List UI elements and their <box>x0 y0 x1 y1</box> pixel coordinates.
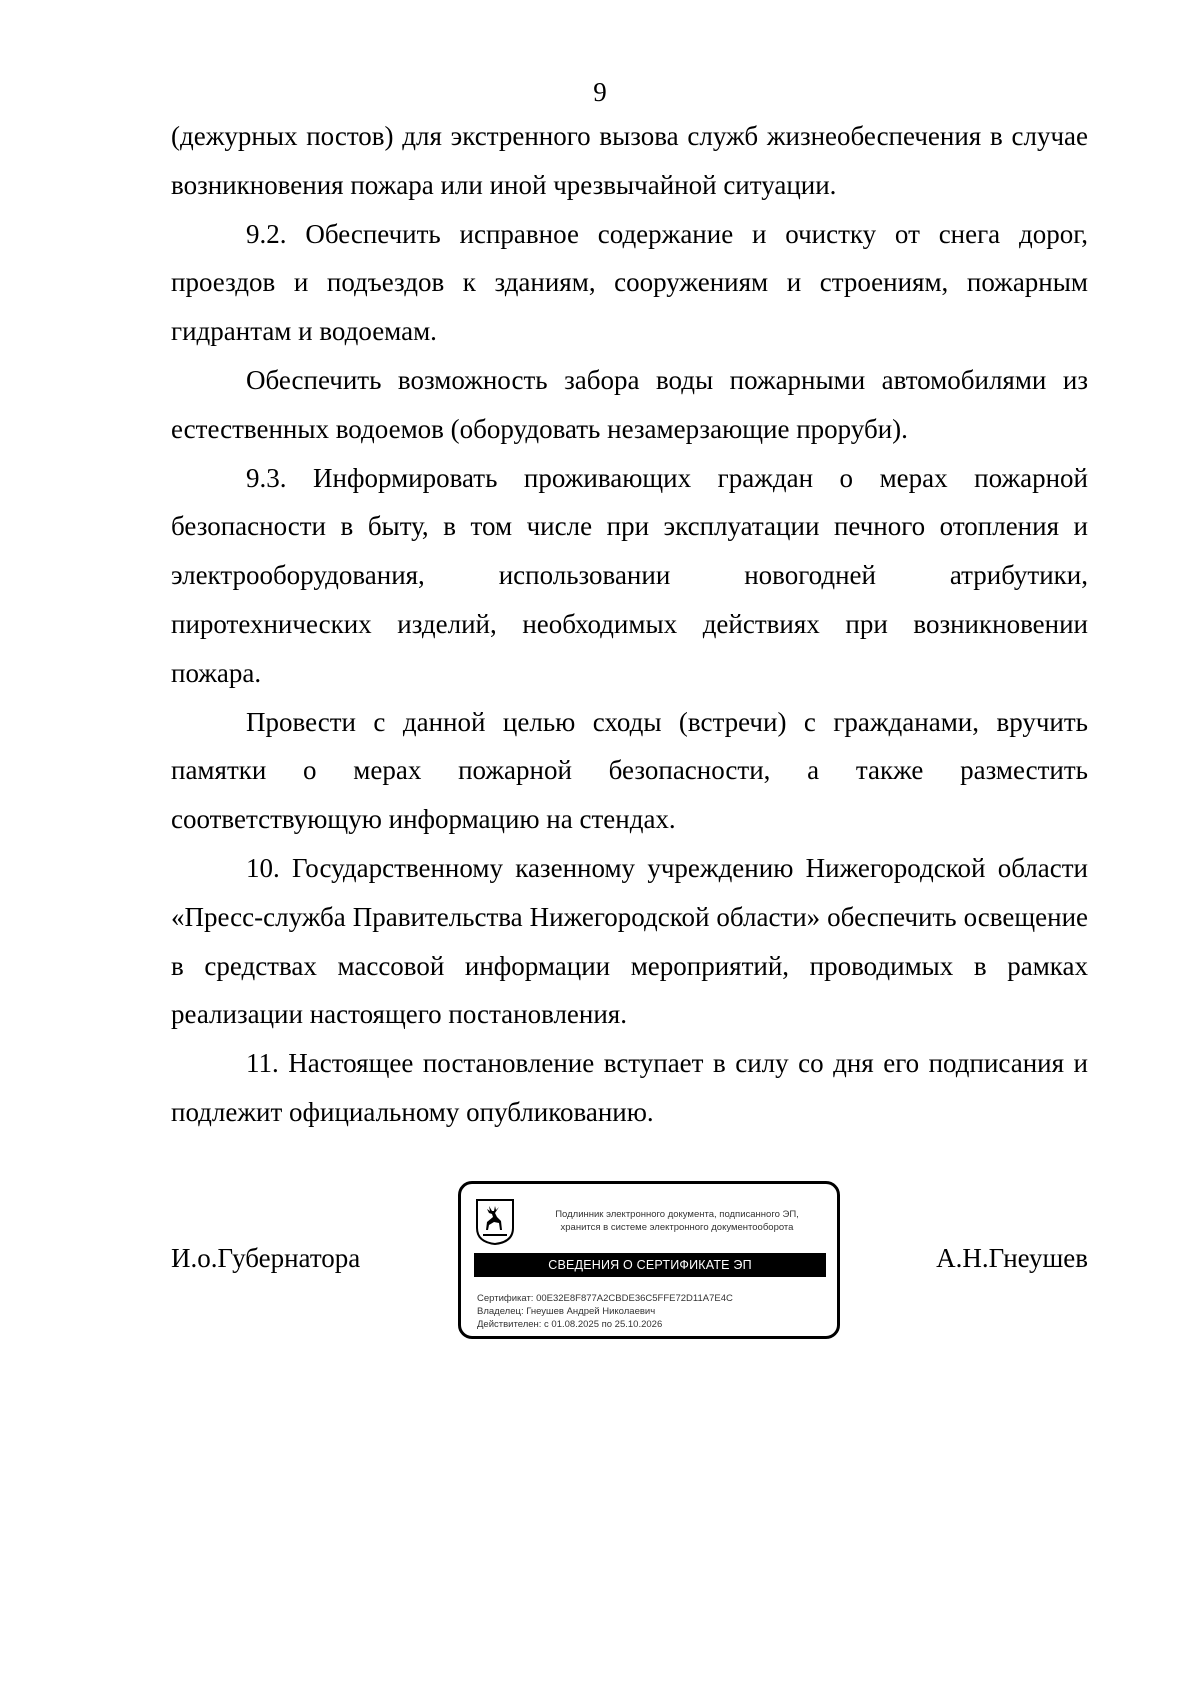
paragraph-10: 10. Государственному казенному учреждению Нижегородской области «Пресс-служба Правительства Нижегородской области» обеспечить освещение в средствах массовой информации мероприятий, проводимых в рамках реализации настоящего постановления. <box>171 852 1088 1030</box>
paragraph-11: 11. Настоящее постановление вступает в силу со дня его подписания и подлежит официальному опубликованию. <box>171 1048 1088 1127</box>
certificate-number: Сертификат: 00E32E8F877A2CBDE36C5FFE72D11A7E4C <box>477 1293 733 1304</box>
deer-coat-of-arms-icon <box>475 1198 515 1246</box>
paragraph-9-3-meetings: Провести с данной целью сходы (встречи) с гражданами, вручить памятки о мерах пожарной безопасности, а также разместить соответствующую информацию на стендах. <box>171 706 1088 835</box>
certificate-owner: Владелец: Гнеушев Андрей Николаевич <box>477 1306 656 1317</box>
paragraph-continuation: (дежурных постов) для экстренного вызова служб жизнеобеспечения в случае возникновения пожара или иной чрезвычайной ситуации. <box>171 121 1088 200</box>
stamp-header-line: Подлинник электронного документа, подписанного ЭП, <box>555 1209 799 1220</box>
signatory-name: А.Н.Гнеушев <box>936 1243 1088 1273</box>
stamp-header-line: хранится в системе электронного документооборота <box>560 1222 794 1233</box>
page-number: 9 <box>593 77 607 107</box>
document-body <box>171 112 1088 1137</box>
certificate-details <box>477 1292 827 1331</box>
signatory-position: И.о.Губернатора <box>171 1243 361 1273</box>
certificate-validity: Действителен: с 01.08.2025 по 25.10.2026 <box>477 1319 663 1330</box>
certificate-banner: СВЕДЕНИЯ О СЕРТИФИКАТЕ ЭП <box>474 1253 826 1277</box>
electronic-signature-stamp <box>458 1181 840 1339</box>
paragraph-9-2-water: Обеспечить возможность забора воды пожарными автомобилями из естественных водоемов (оборудовать незамерзающие проруби). <box>171 364 1088 444</box>
paragraph-9-3: 9.3. Информировать проживающих граждан о мерах пожарной безопасности в быту, в том числе при эксплуатации печного отопления и электрооборудования, использовании новогодней атрибутики, пиротехнических изделий, необходимых действиях при возникновении пожара. <box>171 462 1088 688</box>
stamp-header <box>527 1208 827 1234</box>
paragraph-9-2: 9.2. Обеспечить исправное содержание и очистку от снега дорог, проездов и подъездов к зданиям, сооружениям и строениям, пожарным гидрантам и водоемам. <box>171 218 1088 347</box>
